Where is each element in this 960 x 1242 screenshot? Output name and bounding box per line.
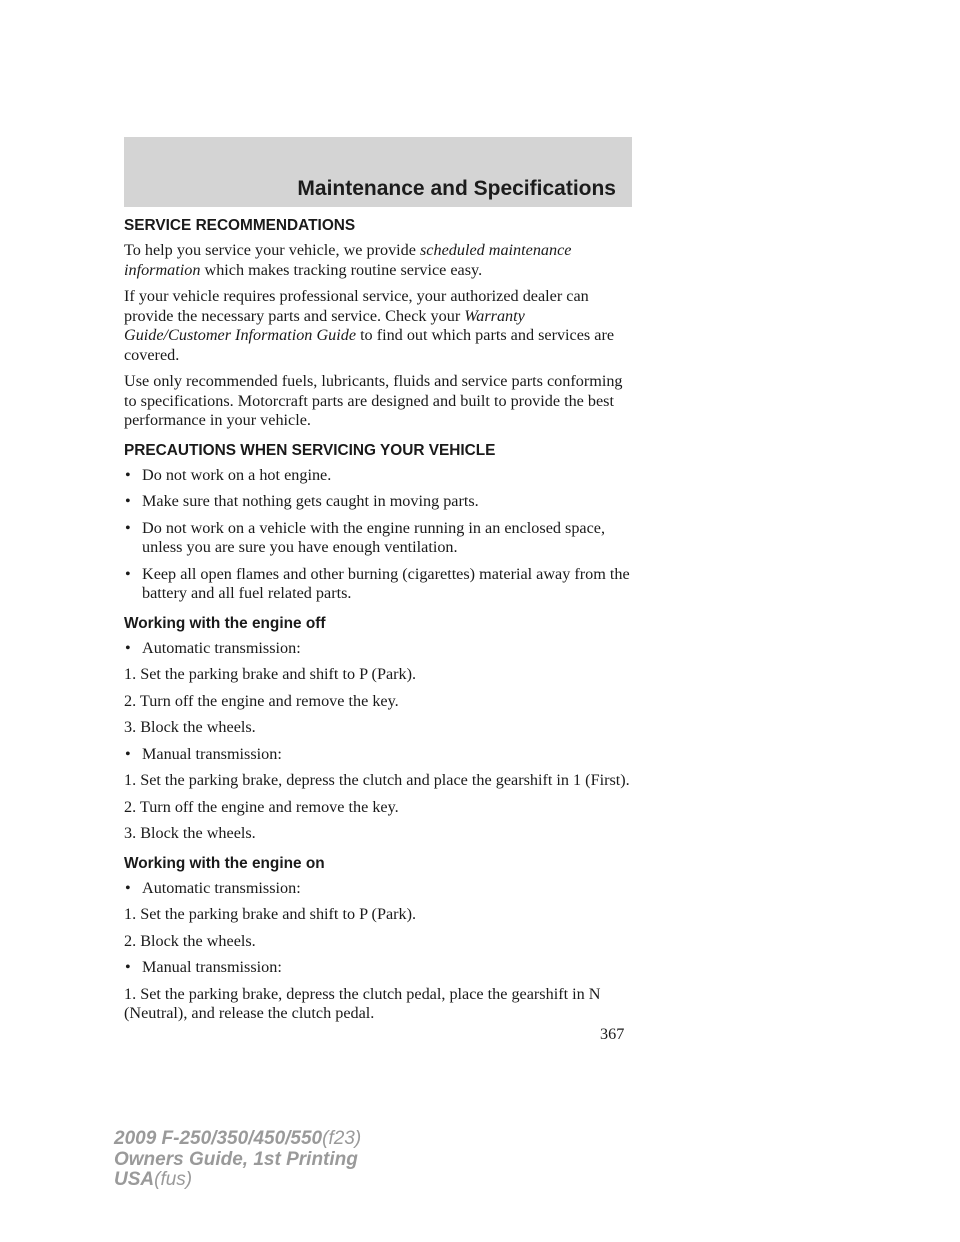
step-item: 1. Set the parking brake and shift to P (Park). [124,665,417,683]
step-item: 1. Set the parking brake, depress the clutch and place the gearshift in 1 (First). [124,771,630,789]
bullet-icon: • [125,878,131,897]
step-item: 2. Turn off the engine and remove the key. [124,797,399,816]
step-item: 1. Set the parking brake and shift to P (Park). [124,905,417,923]
step-item: 3. Block the wheels. [124,824,256,842]
precautions-heading: PRECAUTIONS WHEN SERVICING YOUR VEHICLE [124,441,496,459]
bullet-icon: • [125,638,131,657]
list-item: • Manual transmission: [125,744,282,763]
print-footer [114,1129,361,1191]
footer-model: 2009 F-250/350/450/550 [114,1128,323,1149]
bullet-icon: • [125,744,131,763]
bullet-icon: • [125,465,131,484]
engine-on-heading: Working with the engine on [124,854,325,872]
engine-off-heading: Working with the engine off [124,614,326,632]
step-item: 2. Block the wheels. [124,931,256,950]
list-item: • Make sure that nothing gets caught in moving parts. [125,492,479,510]
step-item: 2. Turn off the engine and remove the key. [124,691,399,710]
list-item: • Do not work on a hot engine. [125,465,332,484]
step-item: 1. Set the parking brake, depress the clutch pedal, place the gearshift in N (Neutral), and release the clutch pedal. [124,984,601,1022]
footer-edition: Owners Guide, 1st Printing [114,1148,358,1170]
service-recommendations-heading: SERVICE RECOMMENDATIONS [124,217,356,234]
service-paragraph-3: Use only recommended fuels, lubricants, fluids and service parts conforming to specifications. Motorcraft parts are designed and built to provide the best performance in your vehicle. [124,372,623,429]
footer-code: (f23) [322,1128,362,1149]
service-paragraph-2: If your vehicle requires professional service, your authorized dealer can provide the necessary parts and service. Check your Warranty Guide/Customer Information Guide to find out which parts and services are covered. [124,287,615,364]
list-item: • Do not work on a vehicle with the engine running in an enclosed space, unless you are sure you have enough ventilation. [125,518,606,556]
bullet-icon: • [125,958,131,976]
section-title: Maintenance and Specifications [297,177,616,200]
step-item: 3. Block the wheels. [124,718,256,736]
bullet-icon: • [125,564,131,583]
list-item: • Automatic transmission: [125,638,301,657]
bullet-icon: • [125,518,131,537]
section-header-band [124,137,632,207]
list-item: • Keep all open flames and other burning (cigarettes) material away from the battery and all fuel related parts. [125,564,630,602]
bullet-icon: • [125,492,131,510]
service-paragraph-1: To help you service your vehicle, we provide scheduled maintenance information which makes tracking routine service easy. [124,241,572,279]
footer-market: USA [114,1169,155,1190]
footer-market-code: (fus) [154,1169,193,1190]
list-item: • Manual transmission: [125,958,282,976]
page-number: 367 [600,1025,625,1043]
list-item: • Automatic transmission: [125,878,301,897]
page-content [124,216,634,1031]
